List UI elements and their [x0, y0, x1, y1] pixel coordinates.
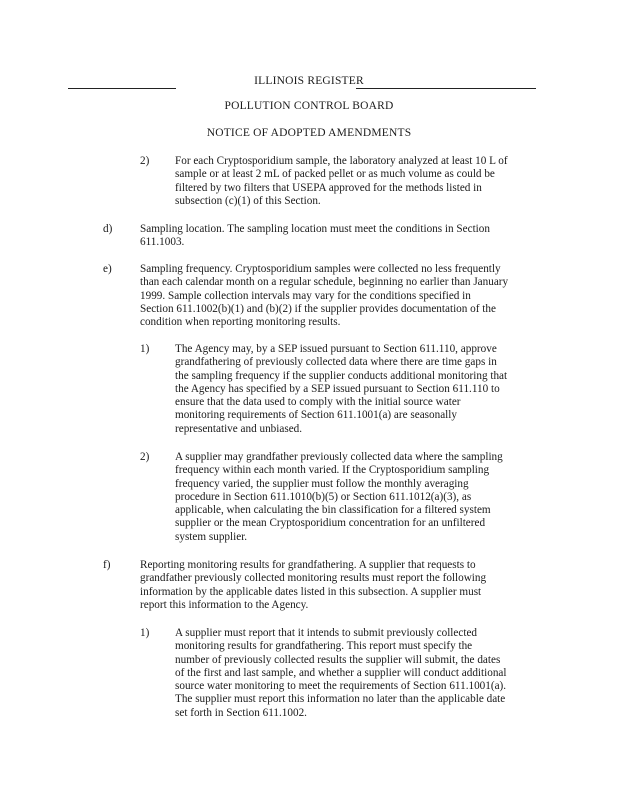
text-line: filtered by two filters that USEPA approved for the methods listed in	[175, 181, 482, 194]
notice-title: NOTICE OF ADOPTED AMENDMENTS	[206, 127, 412, 139]
text-line: the Agency has specified by a SEP issued pursuant to Section 611.110 to	[175, 382, 500, 395]
text-line: 1999. Sample collection intervals may vary for the conditions specified in	[140, 289, 471, 302]
text-line: source water monitoring to meet the requirements of Section 611.1001(a).	[175, 680, 507, 693]
item-e2-text	[175, 451, 503, 544]
text-line: A supplier must report that it intends to submit previously collected	[175, 627, 478, 639]
section-label: f)	[103, 559, 111, 571]
text-line: frequency varied, the supplier must follow the monthly averaging	[175, 477, 469, 490]
text-line: supplier or the mean Cryptosporidium concentration for an unfiltered	[175, 517, 486, 530]
text-line: A supplier may grandfather previously collected data where the sampling	[175, 451, 503, 463]
item-e1-text	[175, 343, 507, 436]
item-f1-text	[175, 627, 507, 720]
header-rule-left	[68, 88, 176, 89]
item-c2-text	[175, 155, 508, 208]
text-line: of the first and last sample, and whether a supplier will conduct additional	[175, 666, 507, 679]
section-e-text	[140, 263, 508, 329]
text-line: procedure in Section 611.1010(b)(5) or Section 611.1012(a)(3), as	[175, 490, 472, 503]
text-line: information by the applicable dates listed in this subsection. A supplier must	[140, 585, 482, 598]
text-line: the sampling frequency if the supplier conducts additional monitoring that	[175, 369, 508, 382]
text-line: Sampling frequency. Cryptosporidium samples were collected no less frequently	[140, 263, 501, 275]
text-line: number of previously collected results the supplier will submit, the dates	[175, 653, 501, 666]
text-line: set forth in Section 611.1002.	[175, 706, 307, 719]
text-line: grandfathering of previously collected data where there are time gaps in	[175, 356, 497, 369]
text-line: sample or at least 2 mL of packed pellet or as much volume as could be	[175, 168, 495, 181]
item-label: 2)	[140, 451, 150, 463]
board-title: POLLUTION CONTROL BOARD	[224, 100, 394, 112]
text-line: Section 611.1002(b)(1) and (b)(2) if the supplier provides documentation of the	[140, 302, 496, 315]
section-label: d)	[103, 223, 113, 235]
header-rule-right	[356, 88, 536, 89]
text-line: frequency within each month varied. If the Cryptosporidium sampling	[175, 464, 490, 477]
text-line: than each calendar month on a regular schedule, beginning no earlier than January	[140, 276, 509, 289]
text-line: report this information to the Agency.	[140, 598, 309, 611]
register-title: ILLINOIS REGISTER	[254, 75, 364, 87]
text-line: For each Cryptosporidium sample, the laboratory analyzed at least 10 L of	[175, 155, 508, 167]
section-label: e)	[103, 263, 112, 275]
item-label: 1)	[140, 627, 150, 639]
text-line: Sampling location. The sampling location must meet the conditions in Section	[140, 223, 490, 235]
text-line: grandfather previously collected monitoring results must report the following	[140, 572, 487, 585]
text-line: representative and unbiased.	[175, 422, 303, 435]
section-f-text	[140, 559, 486, 612]
text-line: applicable, when calculating the bin classification for a filtered system	[175, 504, 491, 517]
text-line: monitoring results for grandfathering. This report must specify the	[175, 640, 473, 653]
text-line: condition when reporting monitoring results.	[140, 316, 341, 329]
text-line: 611.1003.	[140, 236, 185, 249]
text-line: The supplier must report this information no later than the applicable date	[175, 693, 506, 706]
text-line: subsection (c)(1) of this Section.	[175, 194, 321, 207]
text-line: The Agency may, by a SEP issued pursuant to Section 611.110, approve	[175, 343, 497, 355]
item-label: 1)	[140, 343, 150, 355]
text-line: system supplier.	[175, 530, 248, 543]
text-line: Reporting monitoring results for grandfathering. A supplier that requests to	[140, 559, 476, 571]
text-line: ensure that the data used to comply with the initial source water	[175, 396, 461, 409]
text-line: monitoring requirements of Section 611.1001(a) are seasonally	[175, 409, 457, 422]
section-d-text	[140, 223, 490, 250]
item-label: 2)	[140, 155, 150, 167]
